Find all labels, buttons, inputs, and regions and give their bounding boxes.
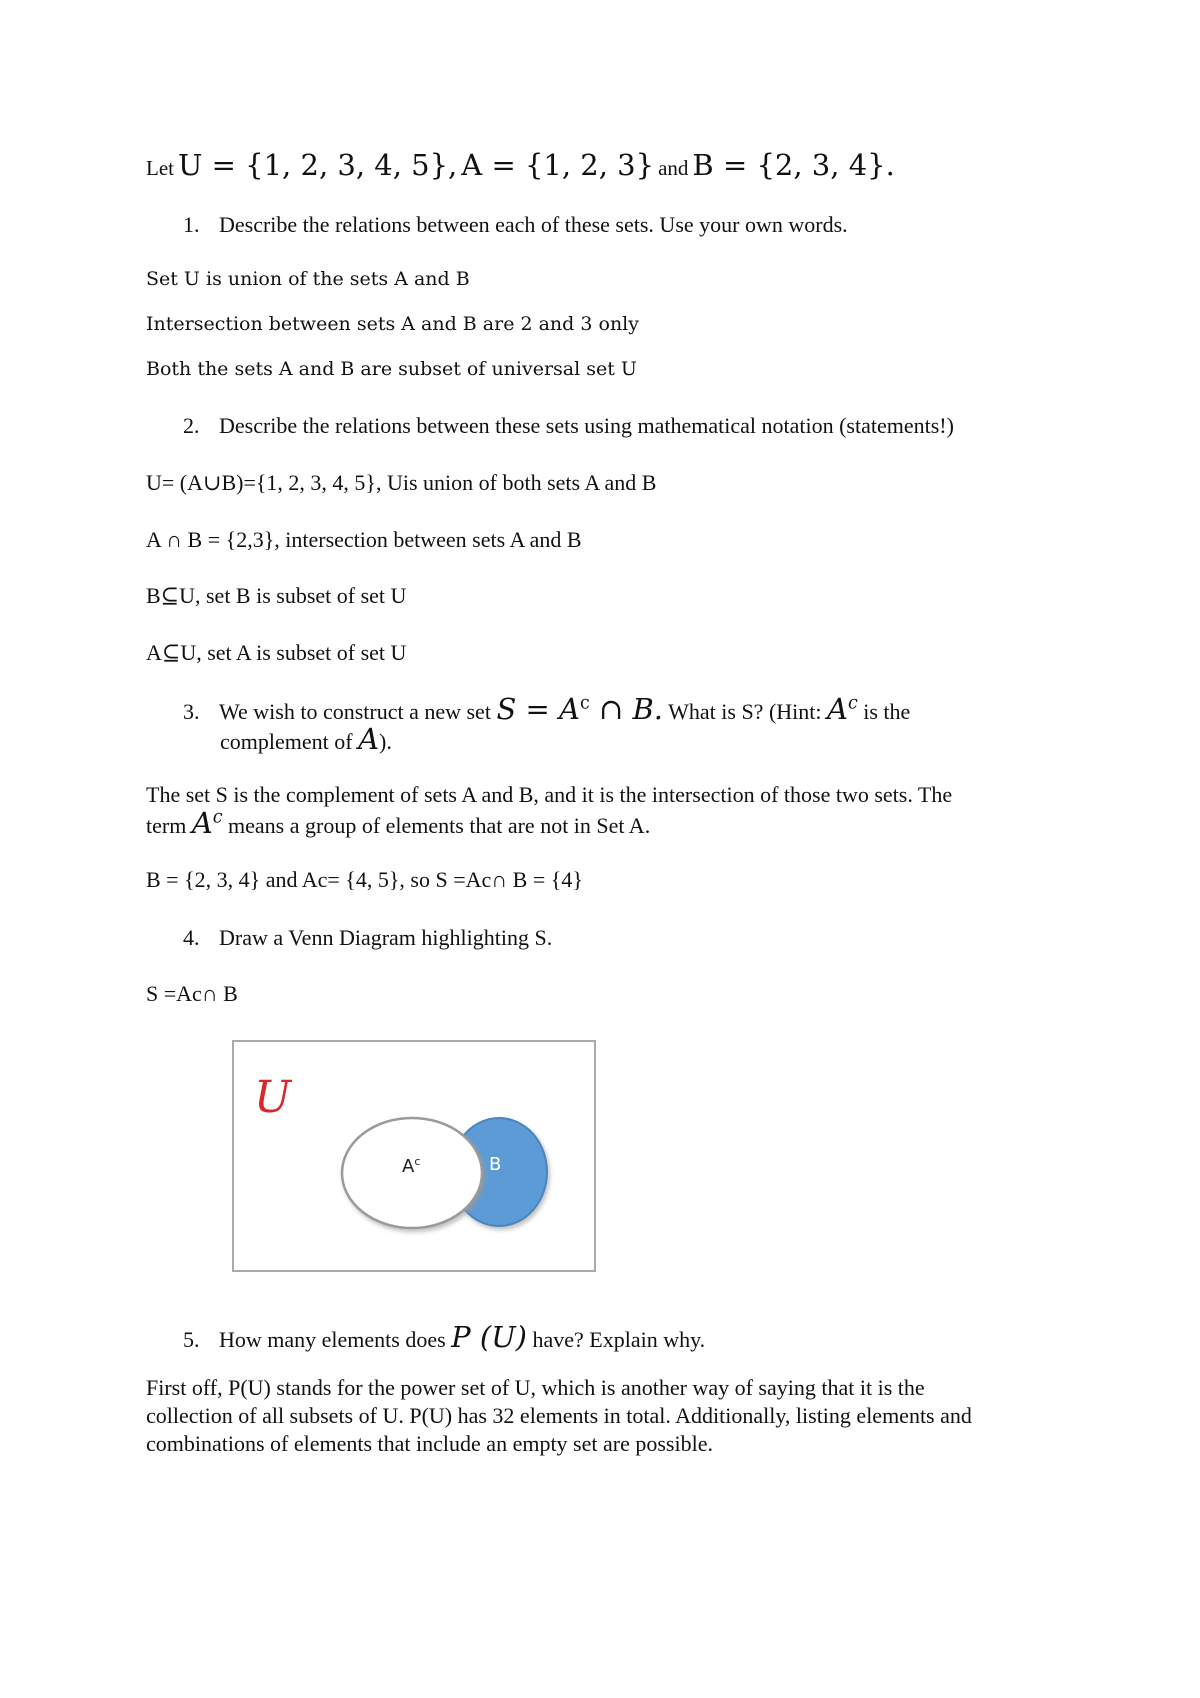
question-3 bbox=[183, 692, 910, 726]
question-text-end: is the bbox=[863, 699, 911, 724]
universe-label: U bbox=[254, 1072, 292, 1123]
q2-answer-3: B⊆U, set B is subset of set U bbox=[146, 583, 407, 608]
question-number: 4. bbox=[183, 925, 200, 950]
q4-answer: S =Ac∩ B bbox=[146, 981, 238, 1006]
question-number: 3. bbox=[183, 699, 200, 724]
question-4 bbox=[183, 925, 552, 951]
intro-line bbox=[146, 148, 895, 182]
q5-answer-paragraph: First off, P(U) stands for the power set of U, which is another way of saying that it is the collection of all subsets of U. P(U) has 32 elements in total. Additionally, listing elements and combinations of elements that include an empty set are possible. bbox=[146, 1375, 972, 1456]
a-complement-label: $A^c$ bbox=[402, 1155, 421, 1177]
question-number: 2. bbox=[183, 413, 200, 438]
venn-svg bbox=[234, 1042, 594, 1270]
power-set-formula: P (U) bbox=[451, 1320, 527, 1354]
q3-answer-2: B = {2, 3, 4} and Ac= {4, 5}, so S =Ac∩ B = {4} bbox=[146, 867, 583, 892]
universal-set-formula: U = {1, 2, 3, 4, 5}, bbox=[177, 148, 458, 182]
question-text-cont: have? Explain why. bbox=[532, 1327, 706, 1352]
question-1 bbox=[183, 212, 848, 238]
question-text-cont: What is S? (Hint: bbox=[668, 699, 822, 724]
q1-answer-3: Both the sets A and B are subset of universal set U bbox=[146, 358, 637, 380]
question-text: Draw a Venn Diagram highlighting S. bbox=[219, 925, 553, 950]
complement-a: A bbox=[358, 722, 380, 756]
question-text: We wish to construct a new set bbox=[219, 699, 491, 724]
question-5 bbox=[183, 1320, 705, 1354]
q2-answer-2: A ∩ B = {2,3}, intersection between sets A and B bbox=[146, 527, 582, 552]
let-word: Let bbox=[146, 156, 174, 180]
question-2 bbox=[183, 413, 954, 439]
question-number: 1. bbox=[183, 212, 200, 237]
question-number: 5. bbox=[183, 1327, 200, 1352]
question-text: How many elements does bbox=[219, 1327, 446, 1352]
a-complement-symbol: $A^c$ bbox=[191, 806, 223, 840]
q2-answer-1: U= (A∪B)={1, 2, 3, 4, 5}, Uis union of both sets A and B bbox=[146, 470, 657, 495]
question-text: Describe the relations between these sets using mathematical notation (statements!) bbox=[219, 413, 954, 438]
set-a-formula: A = {1, 2, 3} bbox=[461, 148, 655, 182]
q1-answer-2: Intersection between sets A and B are 2 and 3 only bbox=[146, 313, 639, 335]
hint-a: $A^c$ bbox=[827, 692, 858, 726]
q3-answer-paragraph: The set S is the complement of sets A and B, and it is the intersection of those two sets. The term $A^c$ means a group of elements that are not in Set A. bbox=[146, 782, 953, 840]
q1-answer-1: Set U is union of the sets A and B bbox=[146, 268, 470, 290]
question-text: Describe the relations between each of these sets. Use your own words. bbox=[219, 212, 848, 237]
b-label: B bbox=[489, 1154, 502, 1175]
question-3-line-2: complement of A). bbox=[220, 722, 392, 756]
s-formula: $S = A^c$ ∩ B. bbox=[496, 692, 664, 726]
q2-answer-4: A⊆U, set A is subset of set U bbox=[146, 640, 407, 665]
and-word: and bbox=[658, 156, 689, 180]
venn-diagram bbox=[232, 1040, 596, 1272]
set-b-formula: B = {2, 3, 4}. bbox=[692, 148, 895, 182]
